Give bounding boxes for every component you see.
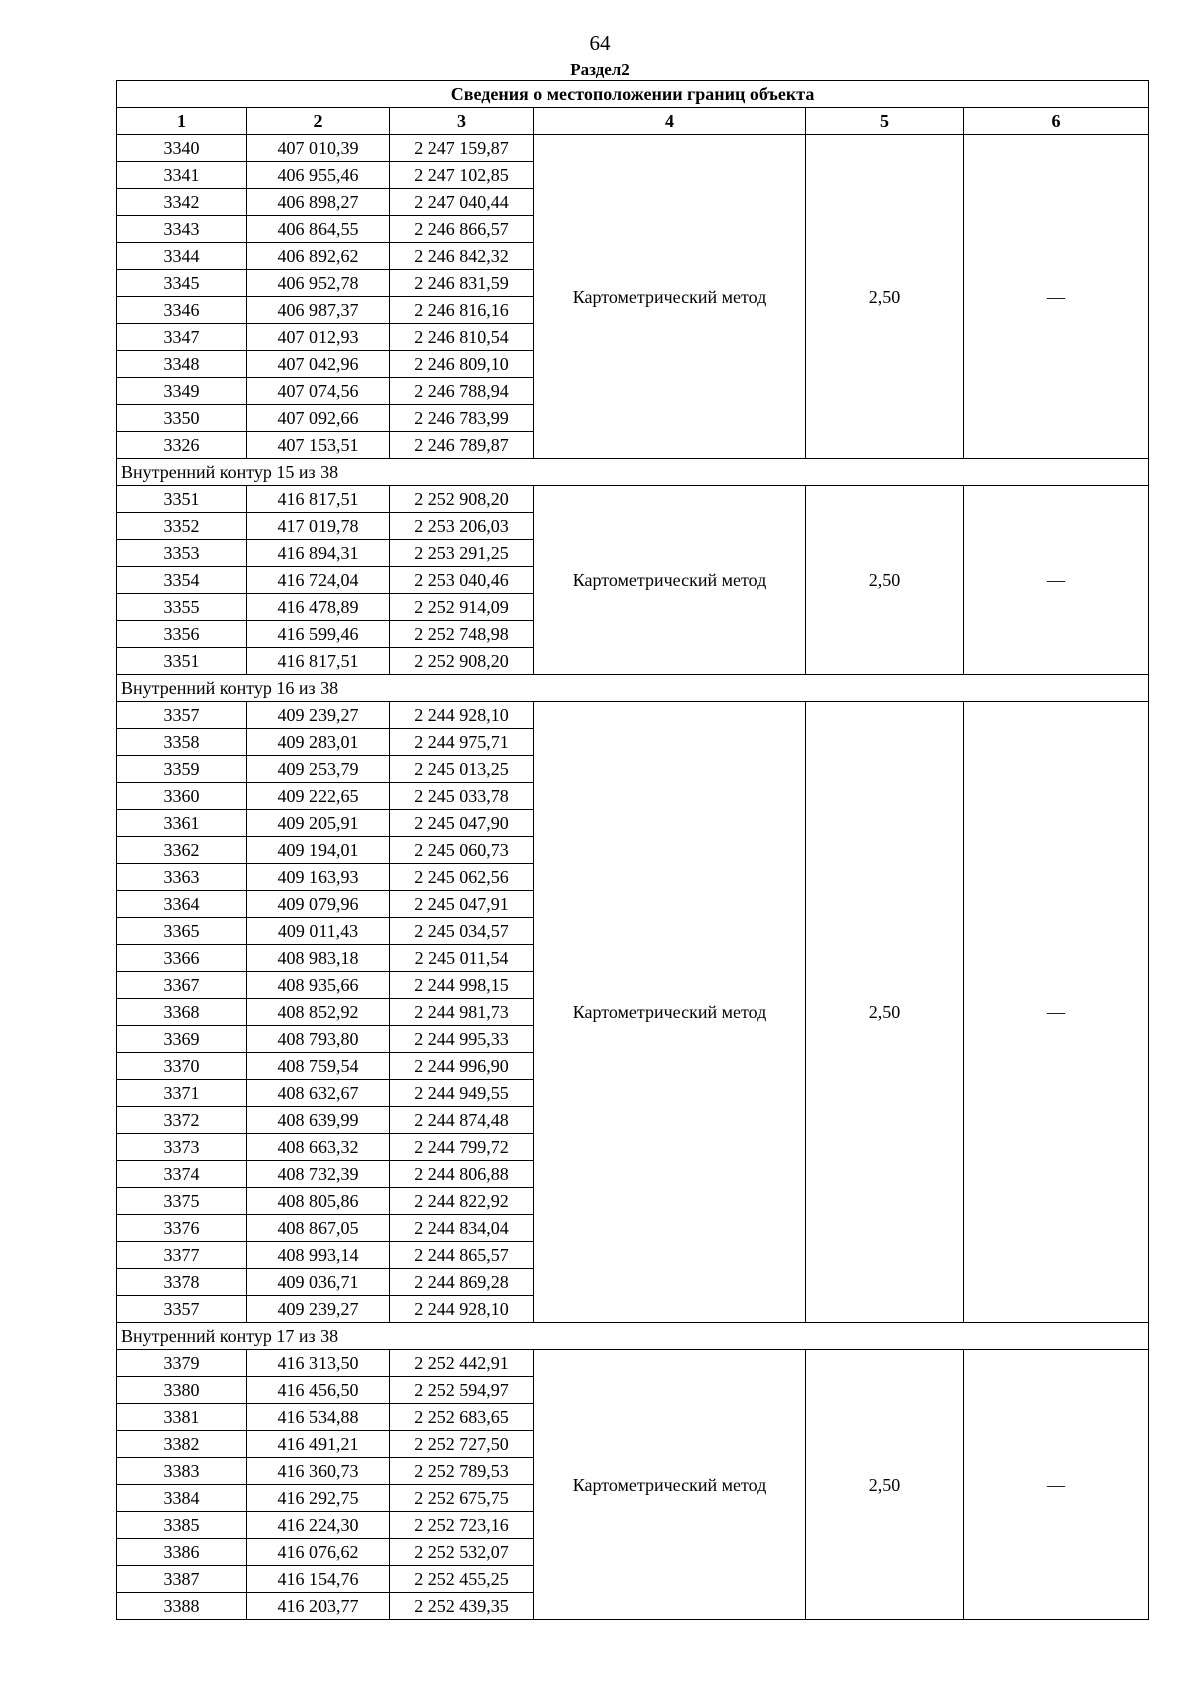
x-coordinate-cell: 416 154,76 bbox=[247, 1566, 390, 1593]
point-number-cell: 3385 bbox=[117, 1512, 247, 1539]
table-caption: Сведения о местоположении границ объекта bbox=[117, 81, 1149, 108]
y-coordinate-cell: 2 246 816,16 bbox=[390, 297, 534, 324]
contour-title: Внутренний контур 17 из 38 bbox=[117, 1323, 1149, 1350]
point-number-cell: 3380 bbox=[117, 1377, 247, 1404]
point-number-cell: 3368 bbox=[117, 999, 247, 1026]
point-number-cell: 3381 bbox=[117, 1404, 247, 1431]
table-caption-row bbox=[117, 81, 1149, 108]
column-header: 2 bbox=[247, 108, 390, 135]
x-coordinate-cell: 409 253,79 bbox=[247, 756, 390, 783]
x-coordinate-cell: 407 092,66 bbox=[247, 405, 390, 432]
accuracy-cell: 2,50 bbox=[806, 702, 964, 1323]
point-number-cell: 3366 bbox=[117, 945, 247, 972]
y-coordinate-cell: 2 244 869,28 bbox=[390, 1269, 534, 1296]
y-coordinate-cell: 2 252 908,20 bbox=[390, 648, 534, 675]
y-coordinate-cell: 2 252 594,97 bbox=[390, 1377, 534, 1404]
x-coordinate-cell: 407 010,39 bbox=[247, 135, 390, 162]
x-coordinate-cell: 407 042,96 bbox=[247, 351, 390, 378]
point-number-cell: 3345 bbox=[117, 270, 247, 297]
point-number-cell: 3363 bbox=[117, 864, 247, 891]
contour-title-row bbox=[117, 459, 1149, 486]
x-coordinate-cell: 416 894,31 bbox=[247, 540, 390, 567]
y-coordinate-cell: 2 245 034,57 bbox=[390, 918, 534, 945]
x-coordinate-cell: 417 019,78 bbox=[247, 513, 390, 540]
x-coordinate-cell: 406 892,62 bbox=[247, 243, 390, 270]
point-number-cell: 3359 bbox=[117, 756, 247, 783]
point-number-cell: 3347 bbox=[117, 324, 247, 351]
x-coordinate-cell: 406 864,55 bbox=[247, 216, 390, 243]
method-cell: Картометрический метод bbox=[534, 702, 806, 1323]
x-coordinate-cell: 407 012,93 bbox=[247, 324, 390, 351]
point-number-cell: 3362 bbox=[117, 837, 247, 864]
method-cell: Картометрический метод bbox=[534, 486, 806, 675]
point-number-cell: 3350 bbox=[117, 405, 247, 432]
note-cell: — bbox=[964, 702, 1149, 1323]
table-header-row bbox=[117, 108, 1149, 135]
x-coordinate-cell: 409 163,93 bbox=[247, 864, 390, 891]
point-number-cell: 3388 bbox=[117, 1593, 247, 1620]
point-number-cell: 3342 bbox=[117, 189, 247, 216]
contour-title: Внутренний контур 16 из 38 bbox=[117, 675, 1149, 702]
point-number-cell: 3354 bbox=[117, 567, 247, 594]
y-coordinate-cell: 2 253 206,03 bbox=[390, 513, 534, 540]
point-number-cell: 3370 bbox=[117, 1053, 247, 1080]
table-row bbox=[117, 135, 1149, 162]
note-cell: — bbox=[964, 1350, 1149, 1620]
accuracy-cell: 2,50 bbox=[806, 486, 964, 675]
y-coordinate-cell: 2 244 928,10 bbox=[390, 1296, 534, 1323]
point-number-cell: 3364 bbox=[117, 891, 247, 918]
y-coordinate-cell: 2 245 011,54 bbox=[390, 945, 534, 972]
point-number-cell: 3340 bbox=[117, 135, 247, 162]
y-coordinate-cell: 2 244 806,88 bbox=[390, 1161, 534, 1188]
y-coordinate-cell: 2 246 809,10 bbox=[390, 351, 534, 378]
y-coordinate-cell: 2 244 998,15 bbox=[390, 972, 534, 999]
x-coordinate-cell: 409 239,27 bbox=[247, 702, 390, 729]
x-coordinate-cell: 416 599,46 bbox=[247, 621, 390, 648]
y-coordinate-cell: 2 244 874,48 bbox=[390, 1107, 534, 1134]
contour-title-row bbox=[117, 1323, 1149, 1350]
y-coordinate-cell: 2 244 928,10 bbox=[390, 702, 534, 729]
x-coordinate-cell: 409 205,91 bbox=[247, 810, 390, 837]
point-number-cell: 3371 bbox=[117, 1080, 247, 1107]
accuracy-cell: 2,50 bbox=[806, 135, 964, 459]
boundary-coordinates-table bbox=[116, 80, 1149, 1620]
column-header: 5 bbox=[806, 108, 964, 135]
point-number-cell: 3375 bbox=[117, 1188, 247, 1215]
y-coordinate-cell: 2 244 995,33 bbox=[390, 1026, 534, 1053]
point-number-cell: 3341 bbox=[117, 162, 247, 189]
page-number: 64 bbox=[589, 31, 611, 55]
x-coordinate-cell: 406 952,78 bbox=[247, 270, 390, 297]
method-cell: Картометрический метод bbox=[534, 1350, 806, 1620]
contour-title: Внутренний контур 15 из 38 bbox=[117, 459, 1149, 486]
x-coordinate-cell: 407 074,56 bbox=[247, 378, 390, 405]
point-number-cell: 3353 bbox=[117, 540, 247, 567]
column-header: 1 bbox=[117, 108, 247, 135]
y-coordinate-cell: 2 252 914,09 bbox=[390, 594, 534, 621]
point-number-cell: 3387 bbox=[117, 1566, 247, 1593]
point-number-cell: 3367 bbox=[117, 972, 247, 999]
point-number-cell: 3383 bbox=[117, 1458, 247, 1485]
x-coordinate-cell: 409 222,65 bbox=[247, 783, 390, 810]
column-header: 6 bbox=[964, 108, 1149, 135]
y-coordinate-cell: 2 252 748,98 bbox=[390, 621, 534, 648]
y-coordinate-cell: 2 252 727,50 bbox=[390, 1431, 534, 1458]
y-coordinate-cell: 2 244 981,73 bbox=[390, 999, 534, 1026]
point-number-cell: 3326 bbox=[117, 432, 247, 459]
y-coordinate-cell: 2 247 040,44 bbox=[390, 189, 534, 216]
x-coordinate-cell: 409 194,01 bbox=[247, 837, 390, 864]
point-number-cell: 3349 bbox=[117, 378, 247, 405]
y-coordinate-cell: 2 253 291,25 bbox=[390, 540, 534, 567]
y-coordinate-cell: 2 245 033,78 bbox=[390, 783, 534, 810]
x-coordinate-cell: 416 817,51 bbox=[247, 648, 390, 675]
y-coordinate-cell: 2 246 783,99 bbox=[390, 405, 534, 432]
y-coordinate-cell: 2 245 060,73 bbox=[390, 837, 534, 864]
x-coordinate-cell: 407 153,51 bbox=[247, 432, 390, 459]
column-header: 3 bbox=[390, 108, 534, 135]
y-coordinate-cell: 2 246 810,54 bbox=[390, 324, 534, 351]
y-coordinate-cell: 2 244 865,57 bbox=[390, 1242, 534, 1269]
y-coordinate-cell: 2 252 789,53 bbox=[390, 1458, 534, 1485]
x-coordinate-cell: 408 663,32 bbox=[247, 1134, 390, 1161]
note-cell: — bbox=[964, 135, 1149, 459]
x-coordinate-cell: 416 456,50 bbox=[247, 1377, 390, 1404]
x-coordinate-cell: 416 360,73 bbox=[247, 1458, 390, 1485]
y-coordinate-cell: 2 244 949,55 bbox=[390, 1080, 534, 1107]
y-coordinate-cell: 2 247 102,85 bbox=[390, 162, 534, 189]
point-number-cell: 3365 bbox=[117, 918, 247, 945]
point-number-cell: 3377 bbox=[117, 1242, 247, 1269]
x-coordinate-cell: 416 292,75 bbox=[247, 1485, 390, 1512]
point-number-cell: 3373 bbox=[117, 1134, 247, 1161]
y-coordinate-cell: 2 245 013,25 bbox=[390, 756, 534, 783]
x-coordinate-cell: 416 724,04 bbox=[247, 567, 390, 594]
x-coordinate-cell: 408 759,54 bbox=[247, 1053, 390, 1080]
x-coordinate-cell: 408 935,66 bbox=[247, 972, 390, 999]
point-number-cell: 3384 bbox=[117, 1485, 247, 1512]
point-number-cell: 3382 bbox=[117, 1431, 247, 1458]
x-coordinate-cell: 408 983,18 bbox=[247, 945, 390, 972]
y-coordinate-cell: 2 253 040,46 bbox=[390, 567, 534, 594]
column-header: 4 bbox=[534, 108, 806, 135]
point-number-cell: 3357 bbox=[117, 702, 247, 729]
x-coordinate-cell: 406 987,37 bbox=[247, 297, 390, 324]
x-coordinate-cell: 409 283,01 bbox=[247, 729, 390, 756]
x-coordinate-cell: 409 036,71 bbox=[247, 1269, 390, 1296]
y-coordinate-cell: 2 244 822,92 bbox=[390, 1188, 534, 1215]
y-coordinate-cell: 2 244 799,72 bbox=[390, 1134, 534, 1161]
point-number-cell: 3378 bbox=[117, 1269, 247, 1296]
point-number-cell: 3343 bbox=[117, 216, 247, 243]
y-coordinate-cell: 2 246 789,87 bbox=[390, 432, 534, 459]
point-number-cell: 3374 bbox=[117, 1161, 247, 1188]
point-number-cell: 3386 bbox=[117, 1539, 247, 1566]
y-coordinate-cell: 2 252 723,16 bbox=[390, 1512, 534, 1539]
accuracy-cell: 2,50 bbox=[806, 1350, 964, 1620]
y-coordinate-cell: 2 246 866,57 bbox=[390, 216, 534, 243]
y-coordinate-cell: 2 244 975,71 bbox=[390, 729, 534, 756]
x-coordinate-cell: 416 817,51 bbox=[247, 486, 390, 513]
point-number-cell: 3376 bbox=[117, 1215, 247, 1242]
y-coordinate-cell: 2 252 455,25 bbox=[390, 1566, 534, 1593]
point-number-cell: 3351 bbox=[117, 648, 247, 675]
y-coordinate-cell: 2 252 532,07 bbox=[390, 1539, 534, 1566]
x-coordinate-cell: 409 011,43 bbox=[247, 918, 390, 945]
y-coordinate-cell: 2 245 062,56 bbox=[390, 864, 534, 891]
point-number-cell: 3360 bbox=[117, 783, 247, 810]
x-coordinate-cell: 408 632,67 bbox=[247, 1080, 390, 1107]
point-number-cell: 3356 bbox=[117, 621, 247, 648]
x-coordinate-cell: 406 955,46 bbox=[247, 162, 390, 189]
table-row bbox=[117, 486, 1149, 513]
x-coordinate-cell: 409 079,96 bbox=[247, 891, 390, 918]
method-cell: Картометрический метод bbox=[534, 135, 806, 459]
section-title: Раздел2 bbox=[570, 60, 630, 79]
x-coordinate-cell: 406 898,27 bbox=[247, 189, 390, 216]
x-coordinate-cell: 408 993,14 bbox=[247, 1242, 390, 1269]
point-number-cell: 3358 bbox=[117, 729, 247, 756]
x-coordinate-cell: 408 639,99 bbox=[247, 1107, 390, 1134]
point-number-cell: 3348 bbox=[117, 351, 247, 378]
y-coordinate-cell: 2 252 439,35 bbox=[390, 1593, 534, 1620]
point-number-cell: 3352 bbox=[117, 513, 247, 540]
y-coordinate-cell: 2 246 788,94 bbox=[390, 378, 534, 405]
x-coordinate-cell: 408 805,86 bbox=[247, 1188, 390, 1215]
x-coordinate-cell: 409 239,27 bbox=[247, 1296, 390, 1323]
x-coordinate-cell: 416 224,30 bbox=[247, 1512, 390, 1539]
x-coordinate-cell: 416 491,21 bbox=[247, 1431, 390, 1458]
y-coordinate-cell: 2 245 047,90 bbox=[390, 810, 534, 837]
y-coordinate-cell: 2 246 831,59 bbox=[390, 270, 534, 297]
y-coordinate-cell: 2 245 047,91 bbox=[390, 891, 534, 918]
x-coordinate-cell: 416 203,77 bbox=[247, 1593, 390, 1620]
point-number-cell: 3344 bbox=[117, 243, 247, 270]
x-coordinate-cell: 408 793,80 bbox=[247, 1026, 390, 1053]
point-number-cell: 3369 bbox=[117, 1026, 247, 1053]
point-number-cell: 3372 bbox=[117, 1107, 247, 1134]
point-number-cell: 3379 bbox=[117, 1350, 247, 1377]
x-coordinate-cell: 416 076,62 bbox=[247, 1539, 390, 1566]
y-coordinate-cell: 2 252 908,20 bbox=[390, 486, 534, 513]
point-number-cell: 3346 bbox=[117, 297, 247, 324]
y-coordinate-cell: 2 252 675,75 bbox=[390, 1485, 534, 1512]
note-cell: — bbox=[964, 486, 1149, 675]
table-row bbox=[117, 1350, 1149, 1377]
point-number-cell: 3351 bbox=[117, 486, 247, 513]
x-coordinate-cell: 416 478,89 bbox=[247, 594, 390, 621]
point-number-cell: 3357 bbox=[117, 1296, 247, 1323]
x-coordinate-cell: 416 313,50 bbox=[247, 1350, 390, 1377]
y-coordinate-cell: 2 252 442,91 bbox=[390, 1350, 534, 1377]
x-coordinate-cell: 408 732,39 bbox=[247, 1161, 390, 1188]
x-coordinate-cell: 408 867,05 bbox=[247, 1215, 390, 1242]
point-number-cell: 3355 bbox=[117, 594, 247, 621]
y-coordinate-cell: 2 252 683,65 bbox=[390, 1404, 534, 1431]
y-coordinate-cell: 2 246 842,32 bbox=[390, 243, 534, 270]
table-row bbox=[117, 702, 1149, 729]
y-coordinate-cell: 2 244 996,90 bbox=[390, 1053, 534, 1080]
y-coordinate-cell: 2 244 834,04 bbox=[390, 1215, 534, 1242]
contour-title-row bbox=[117, 675, 1149, 702]
x-coordinate-cell: 408 852,92 bbox=[247, 999, 390, 1026]
y-coordinate-cell: 2 247 159,87 bbox=[390, 135, 534, 162]
table-body bbox=[117, 81, 1149, 1620]
point-number-cell: 3361 bbox=[117, 810, 247, 837]
x-coordinate-cell: 416 534,88 bbox=[247, 1404, 390, 1431]
